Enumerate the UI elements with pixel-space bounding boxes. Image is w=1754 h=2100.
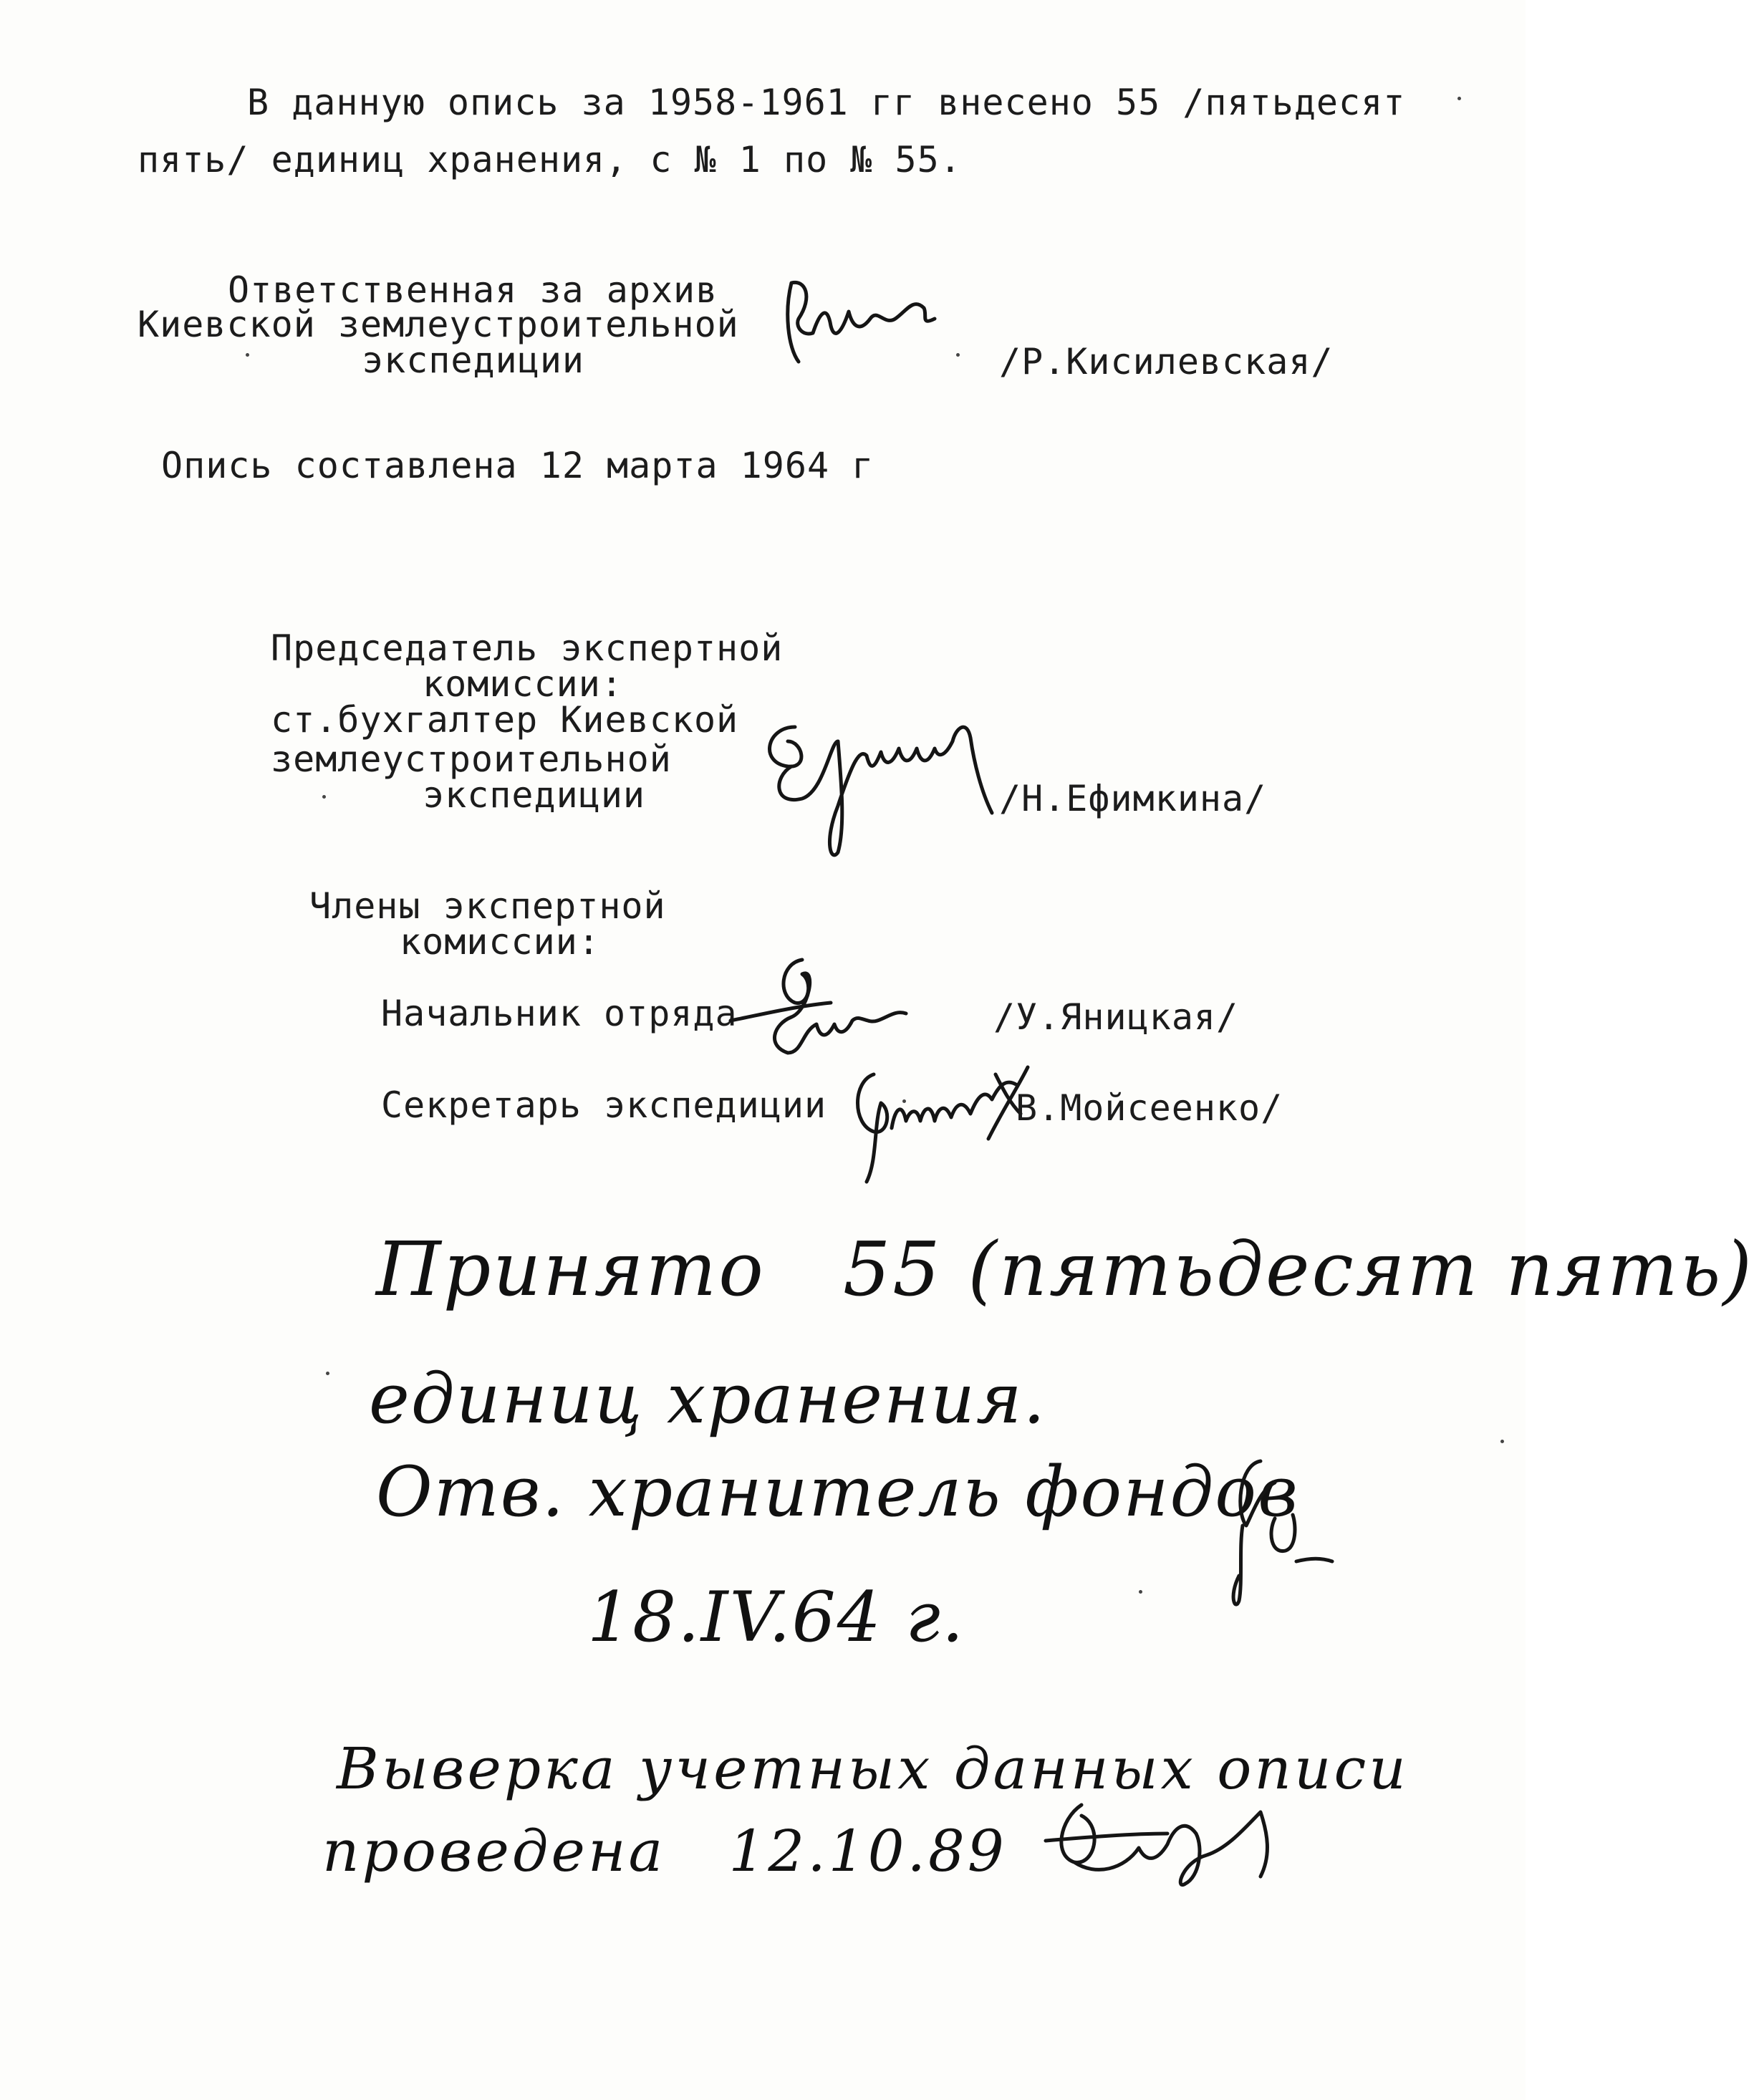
archive-responsible-signature (770, 269, 949, 376)
scan-speck (246, 353, 249, 357)
scan-speck (1139, 1590, 1142, 1594)
handwritten-keeper: Отв. хранитель фондов (376, 1452, 1299, 1532)
scan-speck (1457, 97, 1461, 100)
member-1-role: Начальник отряда (381, 993, 738, 1034)
scan-speck (902, 1099, 906, 1103)
scan-speck (956, 353, 960, 357)
archive-responsible-name: /Р.Кисилевская/ (999, 341, 1334, 382)
member-2-role: Секретарь экспедиции (381, 1084, 827, 1126)
commission-chair-line-3: ст.бухгалтер Киевской (271, 699, 739, 741)
handwritten-check-line-2: проведена 12.10.89 (322, 1818, 1007, 1884)
archive-responsible-line-1: Ответственная за архив (228, 269, 718, 311)
commission-chair-line-5: экспедиции (423, 774, 646, 816)
commission-chair-signature (752, 698, 1017, 863)
scan-speck (322, 795, 326, 799)
scan-speck (326, 1372, 329, 1375)
archive-responsible-line-2: Киевской землеустроительной (138, 304, 739, 345)
handwritten-accepted-line-1: Принято 55 (пятьдесят пять) (376, 1225, 1754, 1313)
member-1-name: /У.Яницкая/ (993, 996, 1239, 1038)
commission-chair-line-2: комиссии: (423, 663, 623, 705)
handwritten-check-line-1: Выверка учетных данных описи (337, 1735, 1409, 1802)
commission-chair-name: /Н.Ефимкина/ (999, 778, 1267, 819)
commission-chair-line-1: Председатель экспертной (271, 627, 784, 669)
scan-speck (1500, 1440, 1504, 1443)
commission-chair-line-4: землеустроительной (271, 738, 672, 780)
keeper-signature (1203, 1440, 1339, 1612)
handwritten-date: 18.IV.64 г. (587, 1577, 965, 1657)
commission-members-line-2: комиссии: (400, 921, 600, 963)
verification-signature (1031, 1783, 1289, 1905)
member-2-name: В.Мойсеенко/ (1016, 1087, 1283, 1129)
handwritten-accepted-line-2: единиц хранения. (369, 1359, 1047, 1439)
inventory-compiled-date: Опись составлена 12 марта 1964 г (161, 445, 874, 486)
archive-responsible-line-3: экспедиции (362, 339, 585, 381)
inventory-statement-line-2: пять/ единиц хранения, с № 1 по № 55. (138, 139, 962, 180)
inventory-statement-line-1: В данную опись за 1958-1961 гг внесено 55 /пятьдесят (247, 82, 1406, 123)
commission-members-line-1: Члены экспертной (309, 885, 666, 927)
